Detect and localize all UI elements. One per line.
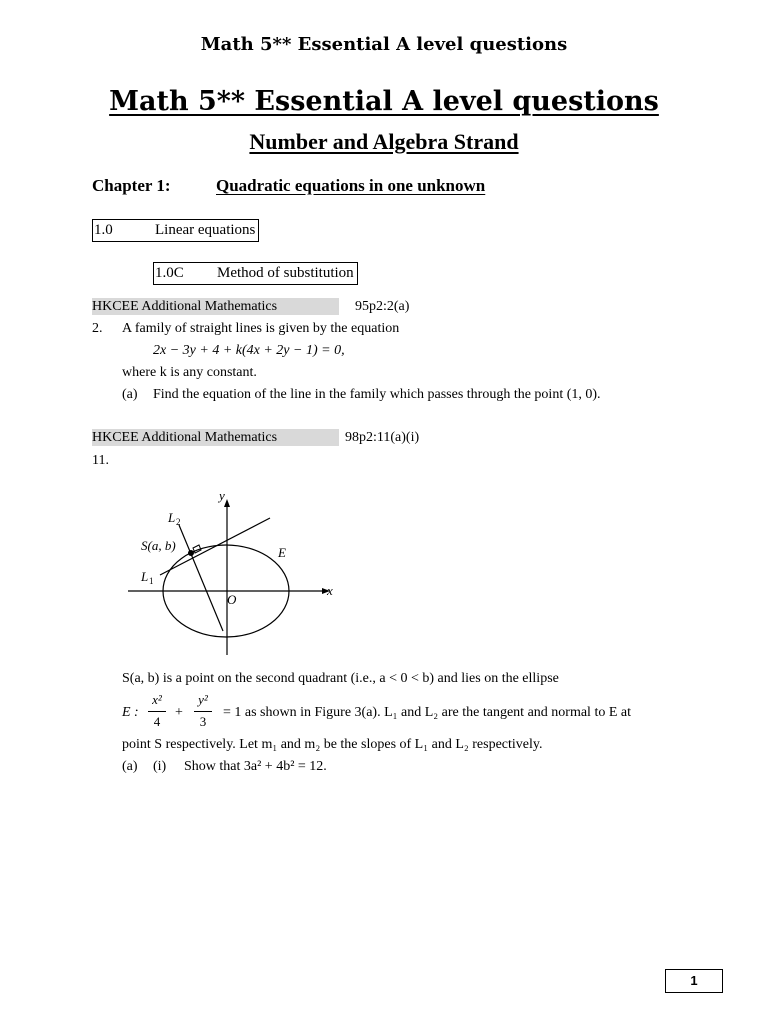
- chapter-label: Chapter 1:: [92, 176, 171, 195]
- point-s-label: S(a, b): [141, 538, 176, 553]
- question-source-ref: 98p2:11(a)(i): [345, 430, 420, 445]
- fraction-numerator: x²: [152, 692, 162, 707]
- subsection-name: Method of substitution: [217, 265, 354, 281]
- label-L1: L: [141, 569, 149, 584]
- x-axis-label: x: [327, 583, 333, 598]
- ellipse-label: E: [278, 545, 286, 560]
- normal-line-L2: [179, 525, 223, 631]
- question-part-label: (a): [122, 387, 138, 402]
- label-L2: L: [168, 510, 176, 525]
- chapter-name: Quadratic equations in one unknown: [216, 176, 486, 195]
- y-axis-label: y: [219, 488, 225, 503]
- section-heading-box: [92, 219, 259, 242]
- page-number: 1: [665, 969, 723, 993]
- subsection-heading-box: [153, 262, 358, 285]
- fraction-denominator: 3: [199, 714, 207, 729]
- question-line: S(a, b) is a point on the second quadrant (i.e., a < 0 < b) and lies on the ellipse: [122, 671, 559, 686]
- label-L1-subscript: 1: [149, 576, 154, 586]
- origin-label: O: [227, 592, 237, 607]
- ellipse-figure: [120, 485, 350, 665]
- section-name: Linear equations: [155, 222, 256, 238]
- chapter-heading: [92, 176, 485, 196]
- ellipse-suffix: = 1 as shown in Figure 3(a). L₁ and L₂ are the tangent and normal to E at: [223, 705, 631, 720]
- fraction-bar: [194, 711, 212, 712]
- page-title: Math 5** Essential A level questions: [109, 86, 659, 117]
- point-s: [188, 550, 194, 556]
- question-source-bar: HKCEE Additional Mathematics: [92, 298, 339, 315]
- question-intro: A family of straight lines is given by the equation: [122, 321, 400, 336]
- question-number: 11.: [92, 453, 109, 468]
- question-source-ref: 95p2:2(a): [355, 299, 410, 314]
- strand-title: Number and Algebra Strand: [249, 129, 519, 154]
- label-L2-subscript: 2: [176, 517, 181, 527]
- question-condition: where k is any constant.: [122, 365, 257, 380]
- question-line: point S respectively. Let m₁ and m₂ be the slopes of L₁ and L₂ respectively.: [122, 737, 543, 752]
- question-part-label: (a): [122, 759, 138, 774]
- question-part-text: Find the equation of the line in the family which passes through the point (1, 0).: [153, 387, 601, 402]
- question-subpart-text: Show that 3a² + 4b² = 12.: [184, 759, 327, 774]
- running-header: Math 5** Essential A level questions: [200, 34, 568, 55]
- section-number: 1.0: [94, 222, 113, 238]
- fraction-denominator: 4: [153, 714, 161, 729]
- subsection-number: 1.0C: [155, 265, 184, 281]
- question-number: 2.: [92, 321, 103, 336]
- question-equation: 2x − 3y + 4 + k(4x + 2y − 1) = 0,: [153, 343, 345, 358]
- fraction-numerator: y²: [198, 692, 208, 707]
- question-source-bar: HKCEE Additional Mathematics: [92, 429, 339, 446]
- plus-sign: +: [175, 705, 183, 720]
- y-axis-arrow: [224, 499, 230, 507]
- question-subpart-label: (i): [153, 759, 167, 774]
- ellipse-prefix: E :: [122, 705, 139, 720]
- fraction-bar: [148, 711, 166, 712]
